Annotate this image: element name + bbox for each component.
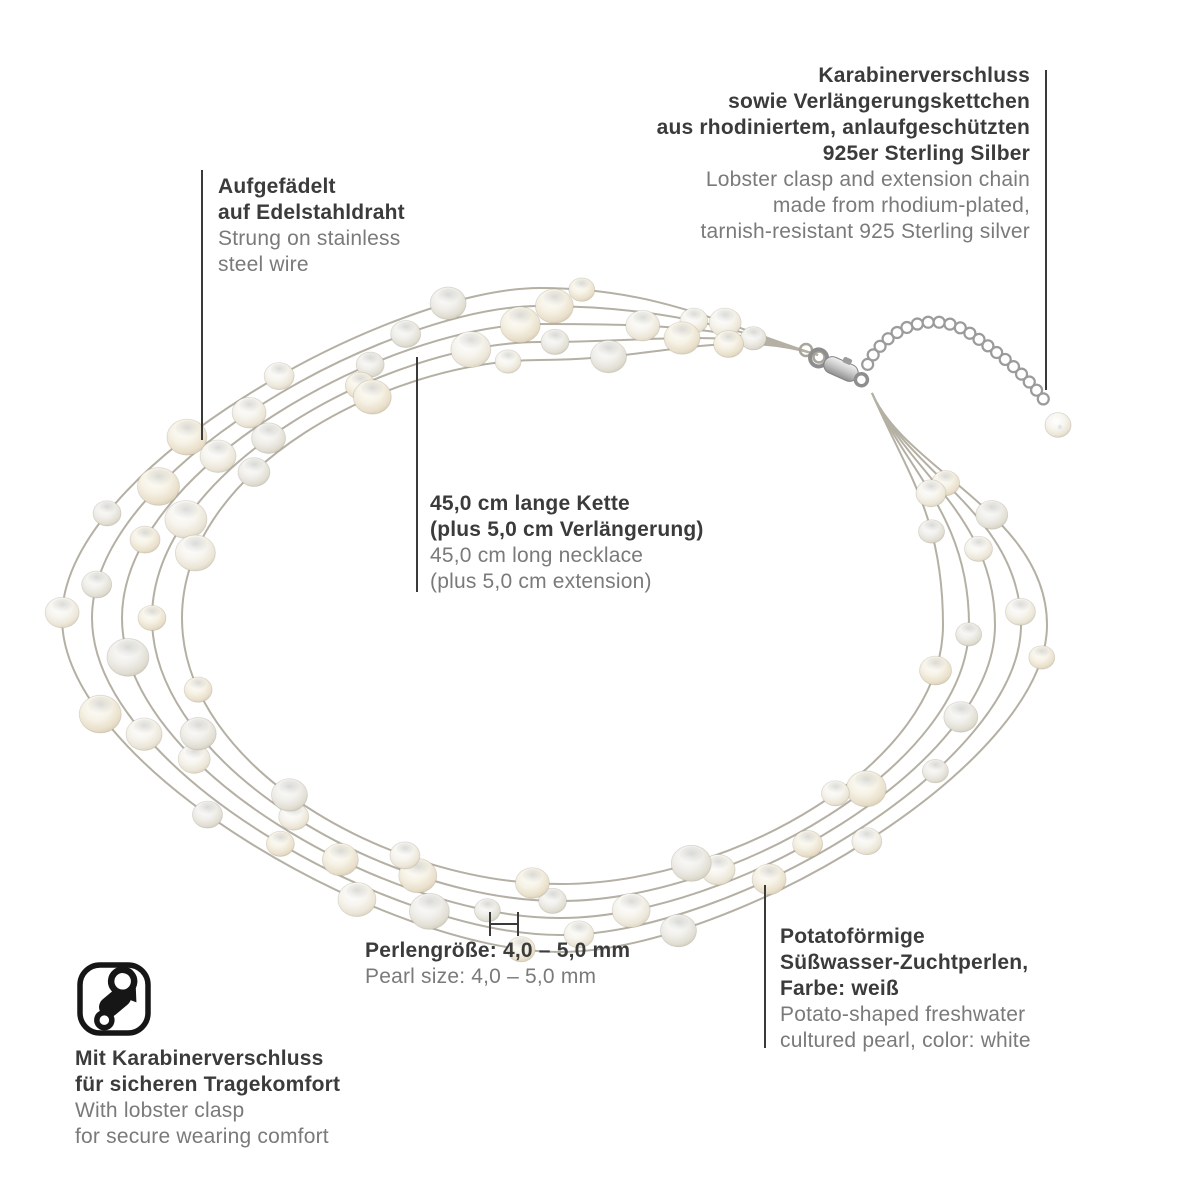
annotation-line-text: auf Edelstahldraht (218, 201, 405, 224)
pearl-highlight (937, 472, 953, 483)
pearl-highlight (146, 469, 170, 486)
pearl-highlight (855, 772, 878, 788)
pearl-highlight (346, 884, 368, 899)
chain-link (923, 317, 934, 328)
wire-strand (62, 288, 1047, 952)
annotation-line-text: Aufgefädelt (218, 175, 336, 198)
pearl-highlight (239, 399, 259, 413)
chain-link (1038, 393, 1049, 404)
annotation-pearl-type-de (780, 924, 1031, 1002)
annotation-line-text: Perlengröße: 4,0 – 5,0 mm (365, 939, 631, 962)
annotation-strung-wire-de (218, 174, 405, 226)
annotation-length (430, 491, 704, 595)
lobster-clasp-icon (76, 960, 152, 1038)
annotation-line-text: sowie Verlängerungskettchen (728, 90, 1030, 113)
pearl-highlight (982, 502, 1001, 515)
pearl-highlight (961, 624, 976, 634)
pearl-highlight (134, 719, 155, 733)
annotation-strung-wire (218, 174, 405, 278)
pearl-highlight (547, 330, 563, 341)
pearl-highlight (418, 895, 441, 911)
annotation-strung-wire-en (218, 226, 405, 278)
pearl-highlight (951, 703, 971, 717)
pearl-highlight (827, 782, 843, 793)
pearl-highlight (922, 481, 939, 493)
pearl-highlight (361, 381, 383, 396)
annotation-length-de (430, 491, 704, 543)
annotation-line-text: Karabinerverschluss (818, 64, 1030, 87)
annotation-pearl-size (365, 938, 630, 990)
pearl-highlight (208, 441, 229, 455)
annotation-line-text: für sicheren Tragekomfort (75, 1073, 341, 1096)
pearl-highlight (574, 279, 589, 289)
pearl-highlight (99, 502, 115, 513)
pearl-highlight (926, 657, 945, 670)
extension-end-pearl (1045, 413, 1071, 438)
pearl-highlight (720, 332, 737, 344)
annotation-line-text: aus rhodiniertem, anlaufgeschützten (656, 116, 1030, 139)
wire-end-loop (814, 352, 825, 363)
annotation-pearl-size-de (365, 938, 630, 964)
pearl-highlight (438, 289, 459, 303)
pearl-highlight (362, 353, 378, 364)
pearl-highlight (136, 527, 153, 539)
pearl-highlight (928, 761, 943, 771)
annotation-clasp-comfort-en (75, 1098, 340, 1150)
pearl-highlight (509, 308, 532, 324)
annotation-clasp-material (657, 63, 1030, 245)
annotation-line-text: for secure wearing comfort (75, 1125, 329, 1148)
pearl-highlight (459, 333, 482, 349)
annotation-line-text: Süßwasser-Zuchtperlen, (780, 951, 1029, 974)
pearl-highlight (759, 865, 779, 879)
annotation-line-text: made from rhodium-plated, (772, 194, 1030, 217)
wire-strand (152, 338, 969, 901)
annotation-line-text: steel wire (218, 253, 309, 276)
pearl-highlight (199, 802, 216, 814)
pearl-highlight (279, 780, 300, 794)
pearl-highlight (523, 869, 543, 883)
pearl-highlight (259, 424, 279, 438)
pearl-highlight (52, 599, 72, 613)
wire-strands (62, 288, 1047, 952)
pearl-highlight (270, 364, 287, 376)
pearl-highlight (501, 351, 516, 361)
annotation-line-text: 45,0 cm lange Kette (430, 492, 630, 515)
annotation-line-text: Strung on stainless (218, 227, 401, 250)
annotation-line-text: cultured pearl, color: white (780, 1029, 1031, 1052)
annotation-clasp-material-en (657, 167, 1030, 245)
pearl-highlight (330, 845, 351, 859)
chain-link (912, 319, 923, 330)
pearl-highlight (88, 572, 105, 584)
pearl-highlight (245, 459, 264, 472)
pearl-highlight (144, 607, 160, 618)
annotation-clasp-comfort (75, 1046, 340, 1150)
annotation-line-text: Potatoförmige (780, 925, 925, 948)
annotation-line-text: Lobster clasp and extension chain (705, 168, 1030, 191)
annotation-line-text: Mit Karabinerverschluss (75, 1047, 324, 1070)
annotation-line-text: With lobster clasp (75, 1099, 245, 1122)
pearl-highlight (686, 309, 702, 320)
annotation-line-text: (plus 5,0 cm extension) (430, 570, 652, 593)
annotation-line-text: 45,0 cm long necklace (430, 544, 644, 567)
pearls (45, 278, 1055, 962)
pearl-highlight (633, 312, 653, 326)
pearl-highlight (1012, 599, 1029, 611)
pearl-highlight (480, 900, 495, 910)
pearl-highlight (924, 521, 939, 531)
pearl-highlight (174, 502, 198, 519)
pearl-highlight (858, 829, 875, 841)
pearl-highlight (598, 342, 619, 356)
pearl-highlight (272, 832, 288, 843)
annotation-line-text: Potato-shaped freshwater (780, 1003, 1026, 1026)
annotation-length-en (430, 543, 704, 595)
pearl-sparkle (1058, 425, 1062, 429)
annotation-line-text: tarnish-resistant 925 Sterling silver (700, 220, 1030, 243)
pearl-highlight (680, 847, 703, 863)
pearl-highlight (116, 640, 140, 657)
pearl-highlight (620, 895, 642, 910)
pearl-highlight (570, 922, 587, 934)
pearl-highlight (184, 537, 207, 553)
chain-link (934, 317, 945, 328)
pearl-highlight (397, 322, 414, 334)
annotation-clasp-material-de (657, 63, 1030, 167)
pearl-highlight (799, 832, 816, 844)
annotation-line-text: Pearl size: 4,0 – 5,0 mm (365, 965, 597, 988)
pearl-highlight (396, 843, 413, 855)
pearl-highlight (716, 309, 735, 322)
annotation-clasp-comfort-de (75, 1046, 340, 1098)
pearl-highlight (543, 291, 565, 306)
pearl-highlight (88, 697, 112, 714)
pearl-highlight (190, 678, 206, 689)
pearl-highlight (1034, 647, 1049, 657)
pearl-highlight (668, 916, 689, 930)
pearl-highlight (188, 719, 209, 733)
pearl-highlight (970, 537, 986, 548)
annotation-line-text: 925er Sterling Silber (822, 142, 1030, 165)
pearl-highlight (672, 323, 693, 337)
annotation-line-text: Farbe: weiß (780, 977, 899, 1000)
clasp-and-chain (800, 317, 1071, 438)
annotation-line-text: (plus 5,0 cm Verlängerung) (430, 518, 704, 541)
annotation-pearl-type (780, 924, 1031, 1054)
pearl-highlight (175, 421, 198, 437)
annotation-pearl-type-en (780, 1002, 1031, 1054)
annotation-pearl-size-en (365, 964, 630, 990)
pearl-highlight (746, 328, 761, 338)
